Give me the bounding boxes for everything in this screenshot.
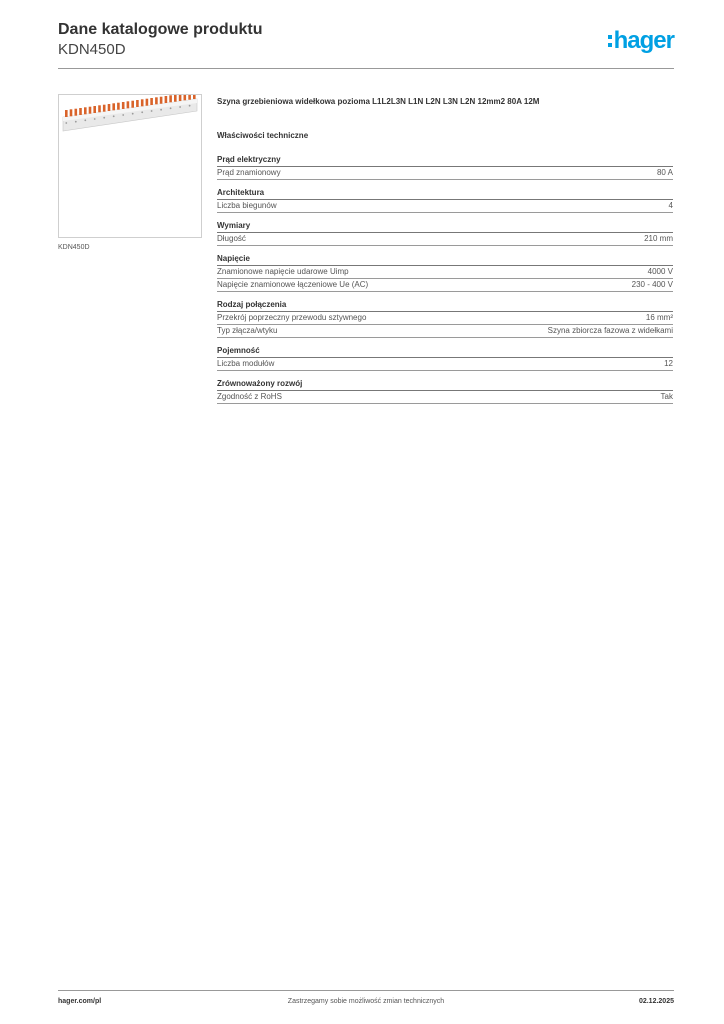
busbar-pin bbox=[122, 102, 125, 109]
page-title: Dane katalogowe produktu bbox=[58, 21, 263, 38]
busbar-pin bbox=[75, 109, 78, 116]
busbar-pin bbox=[155, 97, 158, 104]
busbar-marking bbox=[75, 121, 77, 123]
property-group bbox=[217, 299, 673, 338]
logo-text: hager bbox=[613, 27, 674, 54]
busbar-pin bbox=[112, 103, 115, 110]
property-row bbox=[217, 200, 673, 213]
busbar-pin bbox=[188, 95, 191, 100]
busbar-marking bbox=[170, 107, 172, 109]
property-row bbox=[217, 233, 673, 246]
busbar-pin bbox=[193, 95, 196, 99]
busbar-marking bbox=[179, 106, 181, 108]
property-group-title: Rodzaj połączenia bbox=[217, 299, 673, 312]
property-group bbox=[217, 154, 673, 180]
footer-divider bbox=[58, 990, 674, 991]
busbar-marking bbox=[132, 113, 134, 115]
busbar-marking bbox=[65, 122, 67, 124]
property-group-title: Wymiary bbox=[217, 220, 673, 233]
busbar-pin bbox=[165, 96, 168, 103]
busbar-pin bbox=[146, 99, 149, 106]
property-group bbox=[217, 187, 673, 213]
busbar-illustration bbox=[59, 95, 201, 237]
property-row bbox=[217, 266, 673, 279]
property-row bbox=[217, 391, 673, 404]
property-group bbox=[217, 378, 673, 404]
property-group bbox=[217, 253, 673, 292]
property-value: 230 - 400 V bbox=[631, 280, 673, 289]
property-value: Tak bbox=[660, 392, 673, 401]
busbar-marking bbox=[160, 109, 162, 111]
property-group-title: Pojemność bbox=[217, 345, 673, 358]
property-label: Prąd znamionowy bbox=[217, 168, 281, 177]
busbar-pin bbox=[150, 98, 153, 105]
busbar-pin bbox=[184, 95, 187, 100]
busbar-marking bbox=[113, 115, 115, 117]
property-value: 4000 V bbox=[647, 267, 673, 276]
busbar-pin bbox=[108, 104, 111, 111]
footer-website[interactable]: hager.com/pl bbox=[58, 998, 102, 1005]
busbar-marking bbox=[151, 110, 153, 112]
logo-dots-icon bbox=[608, 35, 612, 47]
property-label: Zgodność z RoHS bbox=[217, 392, 282, 401]
footer-disclaimer: Zastrzegamy sobie możliwość zmian technicznych bbox=[287, 998, 445, 1005]
property-label: Liczba biegunów bbox=[217, 201, 277, 210]
busbar-pin bbox=[179, 95, 182, 101]
property-row bbox=[217, 167, 673, 180]
busbar-pin bbox=[89, 107, 92, 114]
busbar-pin bbox=[127, 101, 130, 108]
hager-logo bbox=[608, 26, 674, 56]
busbar-pin bbox=[103, 105, 106, 112]
property-row bbox=[217, 312, 673, 325]
busbar-marking bbox=[84, 119, 86, 121]
property-label: Przekrój poprzeczny przewodu sztywnego bbox=[217, 313, 367, 322]
property-value: 16 mm² bbox=[645, 313, 673, 322]
property-label: Typ złącza/wtyku bbox=[217, 326, 278, 335]
footer-date: 02.12.2025 bbox=[638, 998, 674, 1005]
property-group-title: Architektura bbox=[217, 187, 673, 200]
busbar-pin bbox=[93, 106, 96, 113]
product-details bbox=[217, 96, 673, 411]
property-value: 4 bbox=[668, 201, 673, 210]
busbar-pin bbox=[65, 110, 68, 117]
header-divider bbox=[58, 68, 674, 69]
property-row bbox=[217, 358, 673, 371]
busbar-pin bbox=[131, 101, 134, 108]
busbar-pin bbox=[160, 97, 163, 104]
page-header bbox=[58, 20, 674, 70]
property-group bbox=[217, 220, 673, 246]
property-group-title: Zrównoważony rozwój bbox=[217, 378, 673, 391]
product-image-caption: KDN450D bbox=[58, 244, 90, 251]
product-image bbox=[58, 94, 202, 238]
busbar-pin bbox=[174, 95, 177, 102]
property-value: Szyna zbiorcza fazowa z widełkami bbox=[547, 326, 673, 335]
busbar-marking bbox=[122, 114, 124, 116]
property-group-title: Napięcie bbox=[217, 253, 673, 266]
busbar-pin bbox=[84, 107, 87, 114]
busbar-pin bbox=[70, 109, 73, 116]
property-group-title: Prąd elektryczny bbox=[217, 154, 673, 167]
property-label: Znamionowe napięcie udarowe Uimp bbox=[217, 267, 349, 276]
busbar-marking bbox=[141, 111, 143, 113]
properties-list bbox=[217, 154, 673, 404]
busbar-marking bbox=[189, 105, 191, 107]
property-row bbox=[217, 279, 673, 292]
busbar-marking bbox=[94, 118, 96, 120]
property-row bbox=[217, 325, 673, 338]
busbar-pin bbox=[98, 105, 101, 112]
busbar-pin bbox=[169, 95, 172, 102]
property-value: 210 mm bbox=[644, 234, 673, 243]
busbar-pin bbox=[79, 108, 82, 115]
product-description: Szyna grzebieniowa widełkowa pozioma L1L2L3N L1N L2N L3N L2N 12mm2 80A 12M bbox=[217, 97, 540, 106]
product-code: KDN450D bbox=[58, 41, 126, 58]
busbar-pin bbox=[117, 103, 120, 110]
property-label: Napięcie znamionowe łączeniowe Ue (AC) bbox=[217, 280, 369, 289]
section-title: Właściwości techniczne bbox=[217, 131, 309, 140]
property-value: 12 bbox=[664, 359, 673, 368]
busbar-marking bbox=[103, 117, 105, 119]
busbar-pin bbox=[136, 100, 139, 107]
property-value: 80 A bbox=[656, 168, 673, 177]
property-label: Liczba modułów bbox=[217, 359, 275, 368]
property-group bbox=[217, 345, 673, 371]
property-label: Długość bbox=[217, 234, 246, 243]
busbar-pin bbox=[141, 99, 144, 106]
